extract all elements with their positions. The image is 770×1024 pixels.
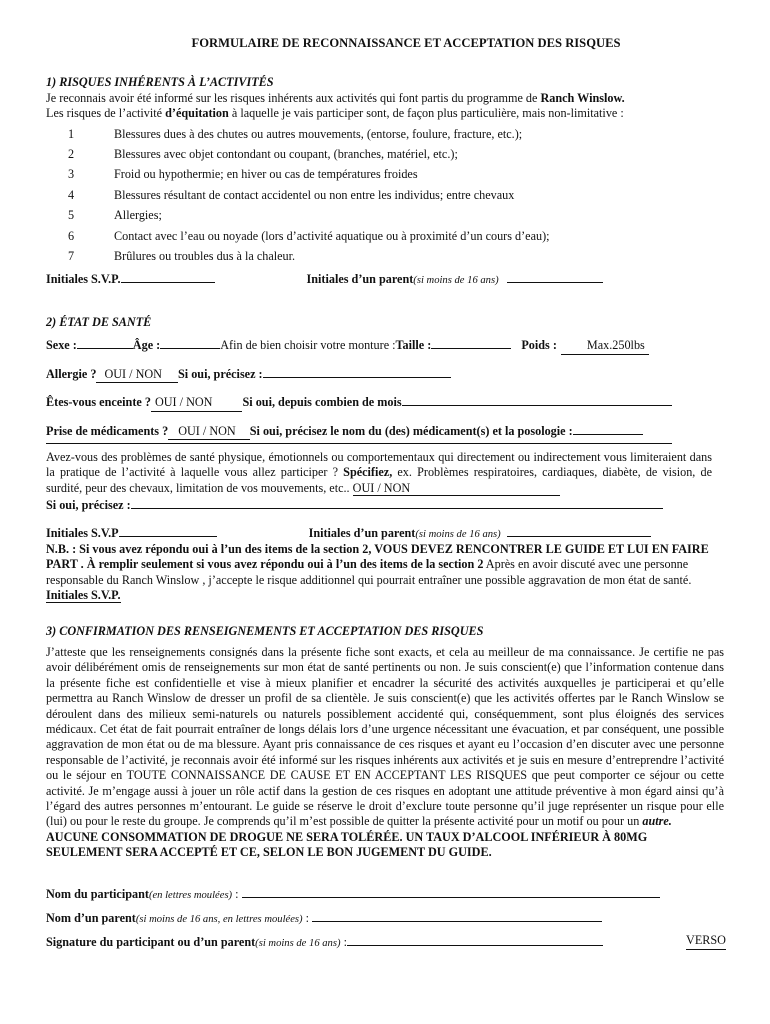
initials-row-2 (46, 524, 726, 542)
parent-initials-note: (si moins de 16 ans) (415, 528, 501, 540)
parent-initials-field[interactable] (507, 524, 651, 537)
enceinte-mois-label: Si oui, depuis combien de mois (242, 395, 402, 410)
signature-field[interactable] (347, 933, 603, 946)
item-text: Blessures résultant de contact accidentel ou non entre les individus; entre chevaux (114, 187, 515, 202)
allergie-oui-non[interactable]: OUI / NON (96, 367, 178, 383)
list-item (46, 127, 726, 142)
age-label: Âge : (132, 338, 161, 353)
section-1-intro (46, 91, 726, 106)
list-item (46, 249, 726, 264)
item-text: Froid ou hypothermie; en hiver ou cas de températures froides (114, 167, 418, 182)
signature-note: (si moins de 16 ans) (255, 938, 341, 950)
problems-precisez-field[interactable] (131, 496, 663, 509)
nom-parent-label: Nom d’un parent (46, 911, 136, 926)
list-item (46, 188, 726, 203)
medicaments-extra-line[interactable] (46, 440, 672, 444)
nom-participant-label: Nom du participant (46, 886, 149, 901)
section-1-heading: 1) RISQUES INHÉRENTS À L’ACTIVITÉS (46, 75, 274, 90)
initials-field[interactable] (121, 270, 215, 283)
problems-oui-non[interactable]: OUI / NON (353, 481, 561, 496)
enceinte-oui-non[interactable]: OUI / NON (151, 395, 243, 411)
form-title: FORMULAIRE DE RECONNAISSANCE ET ACCEPTATION DES RISQUES (191, 36, 621, 50)
enceinte-label: Êtes-vous enceinte ? (46, 395, 151, 410)
verso-link[interactable]: VERSO (686, 933, 726, 949)
item-text: Brûlures ou troubles dus à la chaleur. (114, 249, 296, 264)
nom-participant-field[interactable] (242, 885, 660, 898)
medicaments-oui-non[interactable]: OUI / NON (168, 424, 250, 440)
confirmation-text: J’atteste que les renseignements consignés dans la présente fiche sont exacts, et cela au meilleur de ma connaissance. Je certifie ne pas avoir délibérément omis de renseignements sur mon état de santé pertinents ou non. Je suis conscient(e) que l’information contenue dans la présente fiche est confidentielle et vise à mieux planifier et encadrer la sécurité des activités auxquelles je participerai et qu’elle permettra au Ranch Winslow de dresser un profil de sa clientèle. Je suis conscient(e) que les activités offertes par le Ranch Winslow se déroulent dans des milieux semi-naturels ou naturels possiblement accidenté qui, conséquemment, sont plus éloignés des services médicaux. Cet état de fait pourrait entraîner de longs délais lors d’une urgence nécessitant une évacuation, et par conséquent, une possible aggravation de mon état ou de ma blessure. Ayant pris connaissance de ces risques et ayant eu l’occasion d’en discuter avec une personne responsable de l’activité, je reconnais avoir été informé sur les risques inhérents aux activités et je suis en mesure d’entreprendre l’activité ou le séjour en TOUTE CONNAISSANCE DE CAUSE ET EN ACCEPTANT LES RISQUES que peut comporter ce séjour ou cette activité. Je m’engage aussi à jouer un rôle actif dans la gestion de ces risques en adoptant une attitude préventive à mon égard ainsi qu’à l’égard des autres personnes m’entourant. Le guide se réserve le droit d’exclure toute personne qu’il juge représenter un risque pour elle (lui) ou pour le reste du groupe. Je comprends qu’il m’est possible de quitter la présente activité pour un motif ou pour un (46, 644, 724, 829)
initials-field[interactable] (119, 524, 217, 537)
parent-initials-label: Initiales d’un parent (306, 272, 414, 287)
medicaments-label: Prise de médicaments ? (46, 423, 169, 438)
item-text: Allergies; (114, 208, 162, 223)
problems-text: Avez-vous des problèmes de santé physique, émotionnels ou comportementaux qui directement ou indirectement vous limiteraient dans la pratique de l’activité à laquelle vous allez participer ? (46, 449, 712, 480)
intro-text: Je reconnais avoir été informé sur les risques inhérents aux activités qui font partis du programme de (46, 90, 541, 105)
activity-name: d’équitation (165, 106, 229, 121)
initials-row-1 (46, 270, 726, 288)
parent-initials-note: (si moins de 16 ans) (413, 275, 499, 287)
initials-label: Initiales S.V.P (46, 525, 119, 540)
signature-label: Signature du participant ou d’un parent (46, 935, 256, 950)
form-page (46, 36, 726, 952)
specifiez-label: Spécifiez, (343, 465, 393, 480)
nb-text: N.B. : Si vous avez répondu oui à l’un des items de la section 2, VOUS DEVEZ RENCONTRER LE GUIDE ET LUI EN FAIRE PART . À remplir seulement si vous avez répondu oui à l’un des items de la section 2 (46, 541, 709, 572)
item-number: 2 (68, 147, 75, 162)
initials-label: Initiales S.V.P. (46, 272, 121, 287)
age-field[interactable] (160, 336, 220, 349)
item-text: Blessures dues à des chutes ou autres mouvements, (entorse, foulure, fracture, etc.); (114, 126, 523, 141)
problems-examples: ex. Problèmes respiratoires, cardiaques, diabète, de vision, de surdité, peur des chevaux, limitation de vos mouvements, etc.. (46, 465, 712, 495)
section-1-risks-intro (46, 106, 726, 121)
item-number: 7 (68, 249, 75, 264)
list-item (46, 229, 726, 244)
health-problems-question (46, 450, 712, 496)
parent-initials-label: Initiales d’un parent (308, 525, 416, 540)
problems-precisez-label: Si oui, précisez : (46, 498, 131, 513)
nom-participant-note: (en lettres moulées) (148, 889, 233, 901)
nom-parent-row: Nom d’un parent (si moins de 16 ans, en lettres moulées) : (46, 909, 726, 927)
confirmation-end: autre. (642, 814, 672, 829)
sexe-age-row (46, 336, 726, 354)
list-item (46, 147, 726, 162)
sexe-field[interactable] (77, 336, 133, 349)
allergie-row (46, 365, 726, 383)
sexe-label: Sexe : (46, 338, 77, 353)
item-number: 3 (68, 167, 75, 182)
nom-parent-field[interactable] (312, 909, 602, 922)
enceinte-mois-field[interactable] (402, 393, 672, 406)
risks-text-end: à laquelle je vais participer sont, de façon plus particulière, mais non-limitative : (228, 106, 624, 121)
nom-parent-note: (si moins de 16 ans, en lettres moulées) (135, 914, 303, 926)
section-3-body (46, 645, 724, 830)
nb-initials-label[interactable]: Initiales S.V.P. (46, 588, 121, 603)
item-number: 1 (68, 126, 75, 141)
item-number: 4 (68, 187, 75, 202)
nb-accept-text: Après en avoir discuté avec une personne responsable du Ranch Winslow , j’accepte le risque additionnel qui pourrait entraîner une possible aggravation de mon état de santé. (46, 557, 692, 587)
poids-value[interactable]: Max.250lbs (561, 338, 649, 354)
item-text: Contact avec l’eau ou noyade (lors d’activité aquatique ou à proximité d’un cours d’eau); (114, 228, 550, 243)
section-3-heading: 3) CONFIRMATION DES RENSEIGNEMENTS ET ACCEPTATION DES RISQUES (46, 623, 484, 638)
allergie-precisez-label: Si oui, précisez : (177, 366, 263, 381)
enceinte-row (46, 393, 726, 411)
medicaments-field[interactable] (573, 422, 643, 435)
monture-text: Afin de bien choisir votre monture : (220, 338, 396, 353)
drug-alcohol-warning: AUCUNE CONSOMMATION DE DROGUE NE SERA TOLÉRÉE. UN TAUX D’ALCOOL INFÉRIEUR À 80MG SEULEMENT SERA ACCEPTÉ ET CE, SELON LE BON JUGEMENT DU GUIDE. (46, 829, 648, 860)
medicaments-row (46, 422, 726, 440)
poids-label: Poids : (521, 338, 557, 353)
medicaments-precisez-label: Si oui, précisez le nom du (des) médicament(s) et la posologie : (249, 423, 573, 438)
problems-precisez-row (46, 496, 726, 513)
nb-paragraph (46, 542, 718, 604)
taille-label: Taille : (395, 338, 432, 353)
ranch-name: Ranch Winslow. (540, 90, 625, 105)
list-item (46, 208, 726, 223)
allergie-precisez-field[interactable] (263, 365, 451, 378)
list-item (46, 167, 726, 182)
risks-list (46, 127, 726, 265)
section-2-heading: 2) ÉTAT DE SANTÉ (46, 314, 152, 329)
item-number: 6 (68, 228, 75, 243)
item-text: Blessures avec objet contondant ou coupant, (branches, matériel, etc.); (114, 147, 458, 162)
risks-text: Les risques de l’activité (46, 106, 166, 121)
allergie-label: Allergie ? (46, 366, 97, 381)
item-number: 5 (68, 208, 75, 223)
taille-field[interactable] (431, 336, 511, 349)
parent-initials-field[interactable] (507, 270, 603, 283)
nom-participant-row: Nom du participant (en lettres moulées) : (46, 885, 726, 903)
signature-row: Signature du participant ou d’un parent (si moins de 16 ans) : VERSO (46, 933, 726, 951)
